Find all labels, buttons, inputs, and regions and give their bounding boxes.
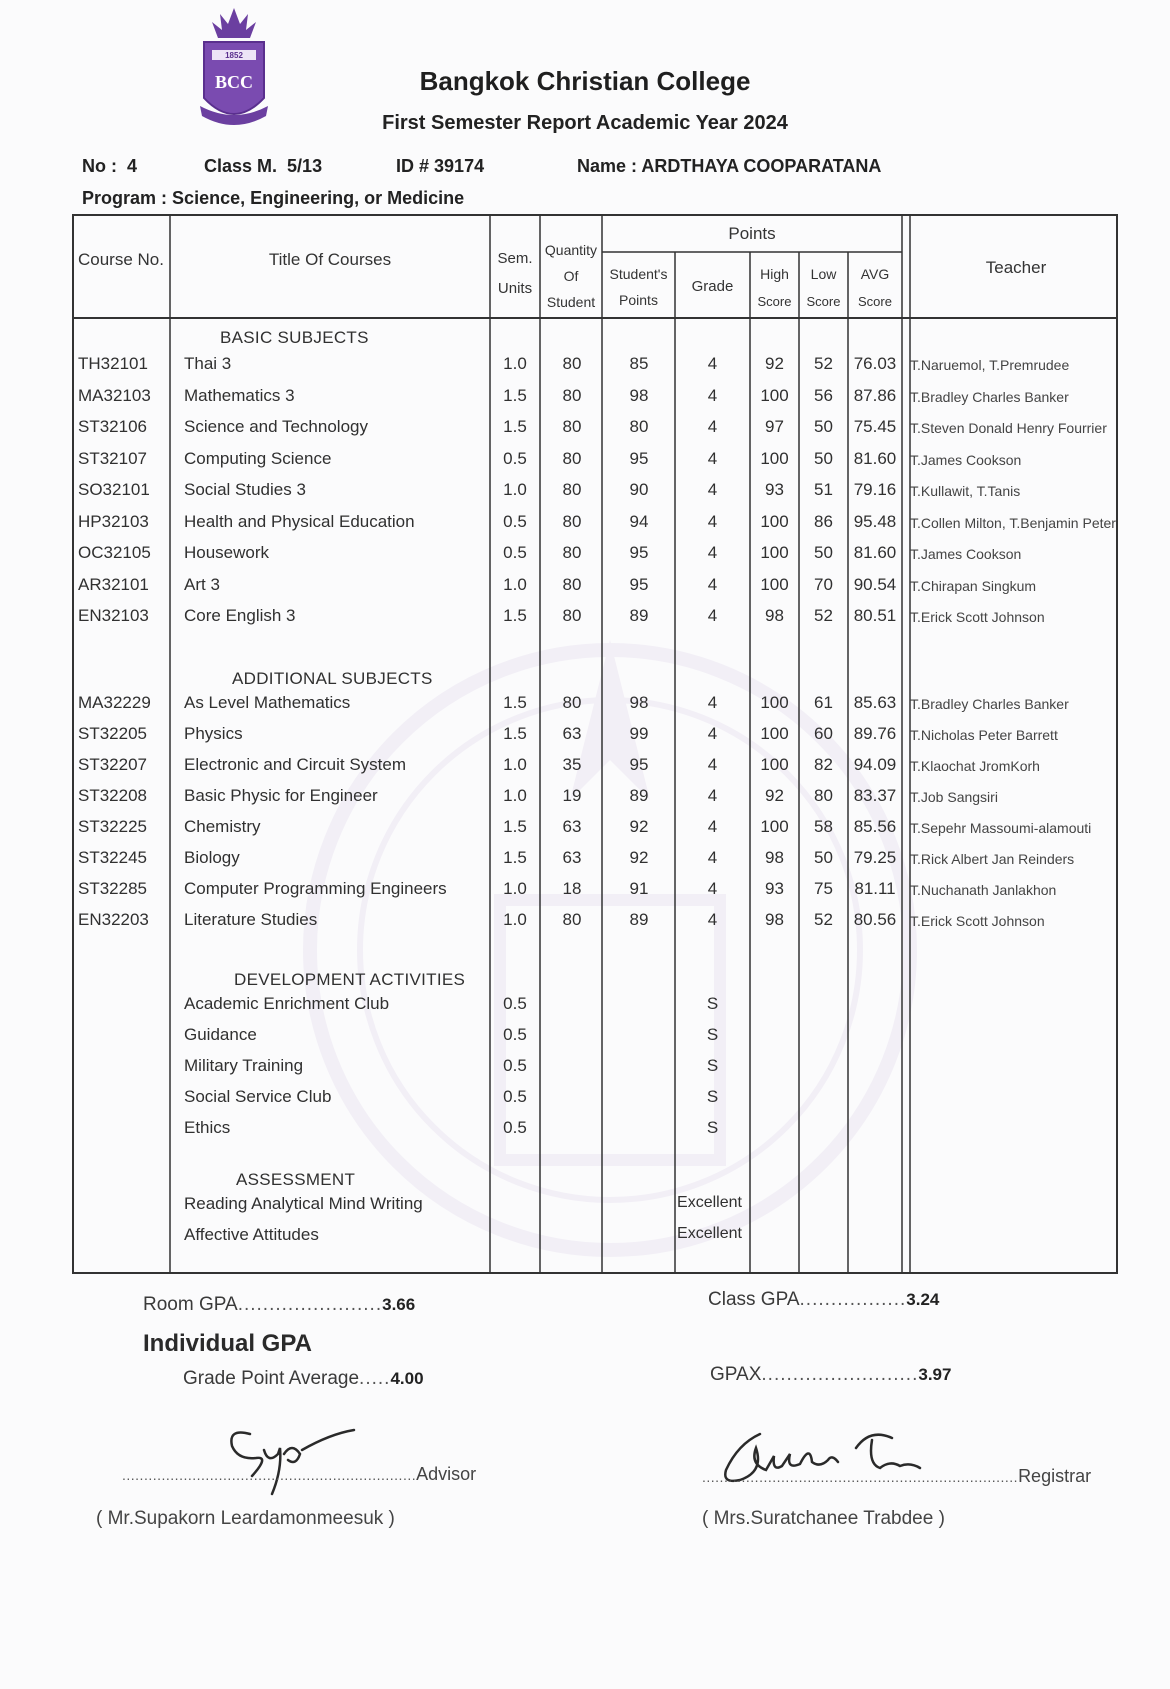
cell-points: 95 [629, 448, 649, 468]
cell-avg: 81.60 [853, 448, 897, 468]
cell-high: 98 [765, 848, 784, 867]
cell-grade: S [706, 994, 719, 1013]
cell-title: Electronic and Circuit System [184, 755, 407, 774]
cell-low: 70 [814, 574, 833, 594]
cell-teacher: T.Sepehr Massoumi-alamouti [910, 820, 1092, 836]
cell-units: 1.0 [503, 354, 527, 373]
report-subtitle: First Semester Report Academic Year 2024 [382, 112, 788, 134]
cell-grade: S [706, 1118, 719, 1137]
cell-qty: 80 [562, 417, 582, 436]
cell-code: ST32106 [78, 417, 147, 436]
course-row [72, 600, 1122, 632]
cell-points: 98 [629, 693, 649, 712]
cell-avg: 75.45 [853, 417, 897, 436]
header-student: Student [546, 294, 596, 310]
cell-teacher: T.Kullawit, T.Tanis [910, 483, 1021, 499]
section-development-activities: DEVELOPMENT ACTIVITIES [234, 970, 466, 989]
student-class: Class M. 5/13 [204, 156, 323, 176]
cell-points: 91 [629, 879, 649, 898]
header-low-score: Score [806, 294, 841, 309]
cell-title: Affective Attitudes [184, 1225, 319, 1244]
cell-low: 82 [814, 755, 833, 774]
cell-qty: 80 [562, 693, 582, 712]
cell-grade: 4 [707, 817, 718, 836]
cell-units: 1.5 [503, 417, 527, 436]
course-row [72, 474, 1122, 506]
cell-qty: 80 [562, 910, 582, 929]
section-basic-subjects: BASIC SUBJECTS [220, 328, 369, 347]
header-of: Of [563, 268, 579, 284]
cell-teacher: T.Naruemol, T.Premrudee [910, 357, 1070, 373]
header-high-score: Score [757, 294, 792, 309]
cell-teacher: T.James Cookson [910, 451, 1022, 468]
grade-table [72, 214, 1122, 1276]
cell-title: Science and Technology [184, 417, 368, 436]
cell-points: 85 [629, 354, 649, 373]
cell-title: Mathematics 3 [184, 385, 295, 405]
cell-title: Core English 3 [184, 606, 296, 625]
cell-grade: 4 [707, 448, 718, 468]
cell-grade: Excellent [677, 1194, 742, 1211]
cell-units: 1.0 [503, 786, 527, 805]
cell-low: 50 [814, 848, 833, 867]
class-gpa: Class GPA.................3.24 [708, 1289, 940, 1310]
cell-high: 100 [760, 817, 789, 836]
header-teacher: Teacher [985, 258, 1047, 277]
cell-units: 1.5 [503, 848, 527, 867]
cell-low: 56 [814, 385, 833, 405]
cell-avg: 95.48 [853, 511, 897, 531]
cell-high: 100 [760, 385, 789, 405]
cell-avg: 80.51 [853, 606, 897, 625]
cell-low: 51 [814, 480, 833, 499]
cell-qty: 80 [562, 574, 582, 594]
cell-grade: 4 [707, 417, 718, 436]
advisor-signature [220, 1420, 360, 1500]
cell-title: Computing Science [184, 448, 332, 468]
cell-teacher: T.Erick Scott Johnson [910, 609, 1045, 625]
cell-avg: 81.11 [854, 879, 896, 898]
course-row [72, 842, 1122, 874]
cell-title: Social Service Club [184, 1087, 332, 1106]
activity-row [72, 1081, 1122, 1113]
cell-high: 92 [765, 786, 784, 805]
cell-qty: 80 [562, 354, 582, 373]
cell-title: Chemistry [184, 817, 261, 836]
cell-code: HP32103 [78, 511, 149, 531]
cell-low: 60 [814, 724, 833, 743]
cell-grade: 4 [707, 724, 718, 743]
cell-code: MA32229 [78, 693, 151, 712]
cell-grade: 4 [707, 755, 718, 774]
cell-qty: 80 [562, 543, 582, 562]
cell-title: Art 3 [184, 574, 220, 594]
cell-avg: 79.16 [853, 480, 897, 499]
student-program: Program : Science, Engineering, or Medicine [82, 188, 465, 208]
cell-units: 1.5 [503, 606, 527, 625]
registrar-name: ( Mrs.Suratchanee Trabdee ) [702, 1508, 945, 1529]
cell-avg: 76.03 [853, 354, 897, 373]
cell-units: 1.5 [503, 693, 527, 712]
cell-high: 93 [765, 879, 784, 898]
cell-title: Computer Programming Engineers [184, 879, 447, 898]
cell-grade: 4 [707, 354, 718, 373]
cell-grade: 4 [707, 543, 718, 562]
cell-points: 94 [629, 511, 649, 531]
individual-gpa-title: Individual GPA [143, 1330, 312, 1357]
cell-high: 100 [760, 693, 789, 712]
activity-row [72, 988, 1122, 1020]
cell-avg: 80.56 [853, 910, 897, 929]
cell-grade: 4 [707, 848, 718, 867]
cell-avg: 94.09 [853, 755, 897, 774]
course-row [72, 411, 1122, 443]
cell-units: 0.5 [503, 1056, 527, 1075]
cell-qty: 80 [562, 606, 582, 625]
activity-row [72, 1019, 1122, 1051]
cell-title: Military Training [184, 1056, 304, 1075]
header-points: Points [728, 224, 776, 243]
cell-title: Social Studies 3 [184, 480, 306, 499]
cell-title: Thai 3 [184, 354, 232, 373]
cell-high: 100 [760, 755, 789, 774]
cell-teacher: T.Bradley Charles Banker [910, 696, 1069, 712]
header-students-points: Points [619, 292, 658, 308]
cell-units: 1.0 [503, 480, 527, 499]
cell-grade: 4 [707, 511, 718, 531]
cell-teacher: T.Erick Scott Johnson [910, 913, 1045, 929]
cell-grade: 4 [707, 574, 718, 594]
header-grade: Grade [691, 278, 734, 295]
cell-low: 52 [814, 354, 833, 373]
cell-low: 61 [814, 693, 833, 712]
cell-grade: S [706, 1056, 719, 1075]
cell-units: 0.5 [503, 511, 527, 531]
cell-avg: 79.25 [853, 848, 897, 867]
registrar-signature [720, 1424, 940, 1504]
cell-high: 98 [765, 606, 784, 625]
logo-initials: BCC [214, 72, 254, 92]
course-row [72, 811, 1122, 843]
course-row [72, 780, 1122, 812]
cell-low: 50 [814, 543, 833, 562]
cell-grade: 4 [707, 786, 718, 805]
cell-title: Housework [184, 543, 270, 562]
cell-title: Biology [184, 848, 240, 867]
cell-low: 75 [814, 879, 833, 898]
cell-units: 0.5 [503, 994, 527, 1013]
cell-low: 50 [814, 417, 833, 436]
cell-points: 95 [629, 574, 649, 594]
course-row [72, 380, 1122, 412]
cell-low: 80 [814, 786, 833, 805]
cell-grade: 4 [707, 480, 718, 499]
logo-year: 1852 [225, 51, 243, 60]
cell-points: 92 [629, 848, 649, 867]
activity-row [72, 1050, 1122, 1082]
cell-title: As Level Mathematics [184, 693, 351, 712]
cell-high: 100 [760, 724, 789, 743]
cell-code: OC32105 [78, 543, 151, 562]
cell-units: 1.0 [503, 879, 527, 898]
cell-code: ST32208 [78, 786, 147, 805]
cell-units: 1.5 [503, 385, 527, 405]
cell-teacher: T.Steven Donald Henry Fourrier [910, 420, 1107, 436]
header-avg-score: Score [858, 294, 892, 309]
course-row [72, 904, 1122, 936]
cell-high: 92 [765, 354, 784, 373]
student-number: No : 4 [82, 156, 138, 176]
section-additional-subjects: ADDITIONAL SUBJECTS [232, 669, 433, 688]
cell-teacher: T.James Cookson [910, 546, 1022, 562]
cell-high: 100 [760, 574, 789, 594]
cell-grade: S [706, 1087, 719, 1106]
cell-points: 99 [629, 724, 649, 743]
cell-units: 1.0 [503, 910, 527, 929]
cell-high: 100 [760, 448, 789, 468]
cell-points: 89 [629, 786, 649, 805]
cell-low: 52 [814, 910, 833, 929]
cell-title: Health and Physical Education [184, 511, 415, 531]
school-name: Bangkok Christian College [419, 66, 751, 96]
cell-grade: S [706, 1025, 719, 1044]
cell-grade: 4 [707, 693, 718, 712]
header-sem: Sem. [497, 250, 533, 267]
cell-code: ST32225 [78, 817, 147, 836]
cell-points: 89 [629, 606, 649, 625]
cell-teacher: T.Nuchanath Janlakhon [910, 882, 1057, 898]
cell-grade: 4 [707, 606, 718, 625]
cell-avg: 87.86 [853, 385, 897, 405]
header-title: Title Of Courses [268, 250, 392, 269]
cell-title: Ethics [184, 1118, 231, 1137]
cell-code: TH32101 [78, 354, 148, 373]
cell-teacher: T.Job Sangsiri [910, 789, 998, 805]
cell-title: Academic Enrichment Club [184, 994, 390, 1013]
course-row [72, 873, 1122, 905]
cell-points: 90 [629, 480, 649, 499]
cell-high: 93 [765, 480, 784, 499]
advisor-name: ( Mr.Supakorn Leardamonmeesuk ) [96, 1508, 395, 1529]
cell-qty: 63 [562, 724, 582, 743]
cell-units: 1.0 [503, 574, 527, 594]
cell-avg: 83.37 [853, 786, 897, 805]
cell-high: 100 [760, 543, 789, 562]
cell-code: EN32103 [78, 606, 149, 625]
cell-low: 58 [814, 817, 833, 836]
cell-teacher: T.Rick Albert Jan Reinders [910, 851, 1075, 867]
cell-code: ST32245 [78, 848, 147, 867]
cell-qty: 80 [562, 385, 582, 405]
header-low: Low [810, 266, 837, 282]
cell-code: ST32285 [78, 879, 147, 898]
course-row [72, 506, 1122, 538]
cell-units: 0.5 [503, 1025, 527, 1044]
room-gpa: Room GPA.......................3.66 [143, 1294, 416, 1315]
cell-units: 1.5 [503, 817, 527, 836]
cell-avg: 85.56 [853, 817, 897, 836]
cell-low: 50 [814, 448, 833, 468]
header-quantity: Quantity [544, 242, 598, 258]
cell-qty: 35 [562, 755, 582, 774]
cell-code: ST32205 [78, 724, 147, 743]
course-row [72, 718, 1122, 750]
grade-point-average: Grade Point Average.....4.00 [183, 1368, 424, 1389]
cell-grade: 4 [707, 385, 718, 405]
course-row [72, 348, 1122, 380]
cell-grade: 4 [707, 879, 718, 898]
cell-high: 98 [765, 910, 784, 929]
cell-high: 100 [760, 511, 789, 531]
cell-code: AR32101 [78, 574, 149, 594]
cell-code: MA32103 [78, 385, 151, 405]
cell-qty: 63 [562, 817, 582, 836]
advisor-line: ...................................................................Advisor [122, 1464, 477, 1484]
registrar-line: ........................................................................Registrar [702, 1466, 1092, 1486]
cell-points: 92 [629, 817, 649, 836]
cell-points: 95 [629, 543, 649, 562]
student-id: ID # 39174 [396, 156, 485, 176]
cell-title: Physics [184, 724, 243, 743]
course-row [72, 537, 1122, 569]
cell-title: Literature Studies [184, 910, 318, 929]
cell-avg: 90.54 [853, 574, 897, 594]
course-row [72, 749, 1122, 781]
header-high: High [760, 266, 789, 282]
cell-points: 95 [629, 755, 649, 774]
cell-teacher: T.Bradley Charles Banker [910, 388, 1069, 405]
cell-units: 1.0 [503, 755, 527, 774]
cell-qty: 63 [562, 848, 582, 867]
cell-teacher: T.Klaochat JromKorh [910, 758, 1040, 774]
cell-points: 98 [629, 385, 649, 405]
header-course-no: Course No. [78, 250, 164, 269]
cell-units: 0.5 [503, 1087, 527, 1106]
cell-low: 86 [814, 511, 833, 531]
cell-code: ST32207 [78, 755, 147, 774]
cell-avg: 81.60 [853, 543, 897, 562]
cell-code: ST32107 [78, 448, 147, 468]
cell-code: SO32101 [78, 480, 150, 499]
gpax: GPAX.........................3.97 [710, 1364, 952, 1385]
cell-grade: 4 [707, 910, 718, 929]
cell-teacher: T.Nicholas Peter Barrett [910, 727, 1058, 743]
cell-qty: 80 [562, 511, 582, 531]
cell-avg: 85.63 [853, 693, 897, 712]
course-row [72, 569, 1122, 601]
cell-avg: 89.76 [853, 724, 897, 743]
student-name: Name : ARDTHAYA COOPARATANA [577, 156, 882, 176]
cell-qty: 18 [562, 879, 582, 898]
cell-points: 89 [629, 910, 649, 929]
activity-row [72, 1112, 1122, 1144]
course-row [72, 443, 1122, 475]
course-row [72, 687, 1122, 719]
cell-qty: 80 [562, 480, 582, 499]
cell-code: EN32203 [78, 910, 149, 929]
cell-units: 0.5 [503, 1118, 527, 1137]
cell-points: 80 [629, 417, 649, 436]
cell-units: 0.5 [503, 448, 527, 468]
section-assessment: ASSESSMENT [236, 1170, 356, 1189]
cell-units: 1.5 [503, 724, 527, 743]
cell-title: Reading Analytical Mind Writing [184, 1194, 423, 1213]
cell-units: 0.5 [503, 543, 527, 562]
cell-low: 52 [814, 606, 833, 625]
cell-grade: Excellent [677, 1225, 742, 1242]
cell-title: Basic Physic for Engineer [184, 786, 378, 805]
assessment-row [72, 1188, 1122, 1220]
cell-high: 97 [765, 417, 784, 436]
cell-teacher: T.Chirapan Singkum [910, 577, 1037, 594]
cell-qty: 80 [562, 448, 582, 468]
cell-qty: 19 [562, 786, 582, 805]
header-avg: AVG [860, 266, 890, 282]
cell-title: Guidance [184, 1025, 257, 1044]
cell-teacher: T.Collen Milton, T.Benjamin Peter [910, 514, 1116, 531]
header-units: Units [497, 280, 533, 297]
assessment-row [72, 1219, 1122, 1251]
header-students: Student's [609, 266, 668, 282]
